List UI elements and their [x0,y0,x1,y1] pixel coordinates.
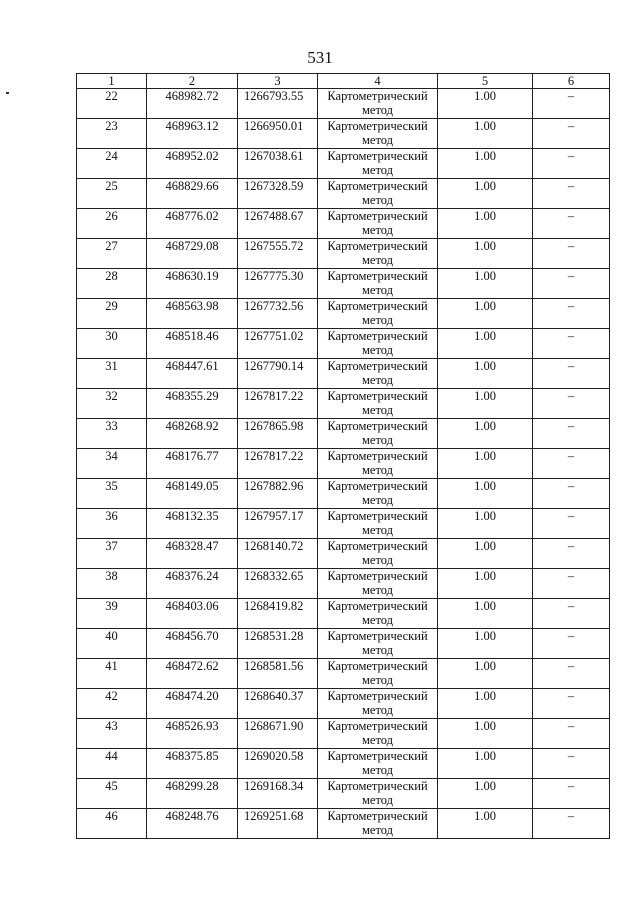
table-row [77,689,610,719]
y-coordinate-cell: 1268419.82 [238,599,318,629]
column-header-5: 5 [438,74,533,89]
table-row [77,89,610,119]
x-coordinate-cell: 468526.93 [147,719,238,749]
point-number-cell: 22 [77,89,147,119]
precision-cell: 1.00 [438,359,533,389]
note-cell: – [533,509,610,539]
x-coordinate-cell: 468132.35 [147,509,238,539]
method-cell: Картометрический метод [318,479,438,509]
precision-cell: 1.00 [438,629,533,659]
method-cell: Картометрический метод [318,239,438,269]
point-number-cell: 36 [77,509,147,539]
precision-cell: 1.00 [438,149,533,179]
x-coordinate-cell: 468952.02 [147,149,238,179]
note-cell: – [533,689,610,719]
table-body [77,89,610,839]
point-number-cell: 30 [77,329,147,359]
precision-cell: 1.00 [438,209,533,239]
precision-cell: 1.00 [438,299,533,329]
y-coordinate-cell: 1269020.58 [238,749,318,779]
x-coordinate-cell: 468474.20 [147,689,238,719]
x-coordinate-cell: 468328.47 [147,539,238,569]
precision-cell: 1.00 [438,569,533,599]
table-row [77,389,610,419]
precision-cell: 1.00 [438,329,533,359]
precision-cell: 1.00 [438,809,533,839]
x-coordinate-cell: 468375.85 [147,749,238,779]
point-number-cell: 31 [77,359,147,389]
table-row [77,599,610,629]
point-number-cell: 28 [77,269,147,299]
point-number-cell: 27 [77,239,147,269]
method-cell: Картометрический метод [318,599,438,629]
note-cell: – [533,779,610,809]
method-cell: Картометрический метод [318,179,438,209]
x-coordinate-cell: 468963.12 [147,119,238,149]
y-coordinate-cell: 1267817.22 [238,389,318,419]
note-cell: – [533,119,610,149]
precision-cell: 1.00 [438,239,533,269]
x-coordinate-cell: 468456.70 [147,629,238,659]
x-coordinate-cell: 468299.28 [147,779,238,809]
x-coordinate-cell: 468630.19 [147,269,238,299]
table-row [77,629,610,659]
x-coordinate-cell: 468563.98 [147,299,238,329]
x-coordinate-cell: 468472.62 [147,659,238,689]
x-coordinate-cell: 468176.77 [147,449,238,479]
point-number-cell: 40 [77,629,147,659]
precision-cell: 1.00 [438,539,533,569]
method-cell: Картометрический метод [318,659,438,689]
method-cell: Картометрический метод [318,119,438,149]
y-coordinate-cell: 1268140.72 [238,539,318,569]
x-coordinate-cell: 468729.08 [147,239,238,269]
y-coordinate-cell: 1268581.56 [238,659,318,689]
column-header-3: 3 [238,74,318,89]
column-header-4: 4 [318,74,438,89]
y-coordinate-cell: 1267038.61 [238,149,318,179]
y-coordinate-cell: 1267328.59 [238,179,318,209]
table-row [77,269,610,299]
y-coordinate-cell: 1268332.65 [238,569,318,599]
method-cell: Картометрический метод [318,389,438,419]
precision-cell: 1.00 [438,449,533,479]
method-cell: Картометрический метод [318,779,438,809]
point-number-cell: 33 [77,419,147,449]
y-coordinate-cell: 1267957.17 [238,509,318,539]
x-coordinate-cell: 468355.29 [147,389,238,419]
table-row [77,719,610,749]
note-cell: – [533,449,610,479]
x-coordinate-cell: 468829.66 [147,179,238,209]
note-cell: – [533,299,610,329]
point-number-cell: 38 [77,569,147,599]
x-coordinate-cell: 468776.02 [147,209,238,239]
point-number-cell: 25 [77,179,147,209]
note-cell: – [533,239,610,269]
y-coordinate-cell: 1267751.02 [238,329,318,359]
page-number: 531 [307,48,333,67]
precision-cell: 1.00 [438,389,533,419]
note-cell: – [533,629,610,659]
table-row [77,149,610,179]
table-row [77,779,610,809]
y-coordinate-cell: 1267732.56 [238,299,318,329]
note-cell: – [533,539,610,569]
precision-cell: 1.00 [438,749,533,779]
x-coordinate-cell: 468447.61 [147,359,238,389]
y-coordinate-cell: 1269168.34 [238,779,318,809]
table-row [77,509,610,539]
table-row [77,419,610,449]
point-number-cell: 26 [77,209,147,239]
column-header-2: 2 [147,74,238,89]
method-cell: Картометрический метод [318,749,438,779]
y-coordinate-cell: 1268531.28 [238,629,318,659]
precision-cell: 1.00 [438,419,533,449]
point-number-cell: 45 [77,779,147,809]
method-cell: Картометрический метод [318,539,438,569]
note-cell: – [533,749,610,779]
note-cell: – [533,359,610,389]
table-row [77,539,610,569]
y-coordinate-cell: 1267775.30 [238,269,318,299]
table-row [77,359,610,389]
note-cell: – [533,719,610,749]
y-coordinate-cell: 1268640.37 [238,689,318,719]
precision-cell: 1.00 [438,179,533,209]
y-coordinate-cell: 1267865.98 [238,419,318,449]
precision-cell: 1.00 [438,779,533,809]
point-number-cell: 41 [77,659,147,689]
precision-cell: 1.00 [438,719,533,749]
point-number-cell: 46 [77,809,147,839]
method-cell: Картометрический метод [318,359,438,389]
table-row [77,209,610,239]
table-row [77,659,610,689]
table-row [77,239,610,269]
point-number-cell: 39 [77,599,147,629]
precision-cell: 1.00 [438,689,533,719]
note-cell: – [533,479,610,509]
precision-cell: 1.00 [438,659,533,689]
point-number-cell: 23 [77,119,147,149]
point-number-cell: 34 [77,449,147,479]
point-number-cell: 44 [77,749,147,779]
margin-mark [6,92,9,94]
x-coordinate-cell: 468376.24 [147,569,238,599]
note-cell: – [533,809,610,839]
note-cell: – [533,569,610,599]
column-header-1: 1 [77,74,147,89]
method-cell: Картометрический метод [318,419,438,449]
y-coordinate-cell: 1269251.68 [238,809,318,839]
x-coordinate-cell: 468403.06 [147,599,238,629]
y-coordinate-cell: 1267817.22 [238,449,318,479]
y-coordinate-cell: 1266950.01 [238,119,318,149]
method-cell: Картометрический метод [318,449,438,479]
y-coordinate-cell: 1267488.67 [238,209,318,239]
y-coordinate-cell: 1266793.55 [238,89,318,119]
method-cell: Картометрический метод [318,149,438,179]
table-row [77,119,610,149]
precision-cell: 1.00 [438,89,533,119]
note-cell: – [533,179,610,209]
method-cell: Картометрический метод [318,689,438,719]
method-cell: Картометрический метод [318,719,438,749]
table-row [77,749,610,779]
method-cell: Картометрический метод [318,209,438,239]
y-coordinate-cell: 1267882.96 [238,479,318,509]
method-cell: Картометрический метод [318,299,438,329]
method-cell: Картометрический метод [318,569,438,599]
point-number-cell: 24 [77,149,147,179]
note-cell: – [533,599,610,629]
note-cell: – [533,269,610,299]
note-cell: – [533,419,610,449]
method-cell: Картометрический метод [318,269,438,299]
y-coordinate-cell: 1267790.14 [238,359,318,389]
method-cell: Картометрический метод [318,809,438,839]
method-cell: Картометрический метод [318,629,438,659]
x-coordinate-cell: 468518.46 [147,329,238,359]
point-number-cell: 42 [77,689,147,719]
table-row [77,179,610,209]
coordinates-table [76,73,610,839]
precision-cell: 1.00 [438,509,533,539]
point-number-cell: 37 [77,539,147,569]
table-row [77,329,610,359]
x-coordinate-cell: 468268.92 [147,419,238,449]
column-header-6: 6 [533,74,610,89]
precision-cell: 1.00 [438,119,533,149]
x-coordinate-cell: 468248.76 [147,809,238,839]
precision-cell: 1.00 [438,479,533,509]
table-row [77,479,610,509]
note-cell: – [533,209,610,239]
method-cell: Картометрический метод [318,89,438,119]
table-row [77,809,610,839]
note-cell: – [533,389,610,419]
point-number-cell: 29 [77,299,147,329]
method-cell: Картометрический метод [318,329,438,359]
precision-cell: 1.00 [438,269,533,299]
table-row [77,299,610,329]
note-cell: – [533,89,610,119]
table-row [77,449,610,479]
y-coordinate-cell: 1267555.72 [238,239,318,269]
y-coordinate-cell: 1268671.90 [238,719,318,749]
table-header-row [77,74,610,89]
point-number-cell: 35 [77,479,147,509]
note-cell: – [533,659,610,689]
x-coordinate-cell: 468982.72 [147,89,238,119]
method-cell: Картометрический метод [318,509,438,539]
precision-cell: 1.00 [438,599,533,629]
note-cell: – [533,149,610,179]
point-number-cell: 32 [77,389,147,419]
note-cell: – [533,329,610,359]
point-number-cell: 43 [77,719,147,749]
table-row [77,569,610,599]
x-coordinate-cell: 468149.05 [147,479,238,509]
